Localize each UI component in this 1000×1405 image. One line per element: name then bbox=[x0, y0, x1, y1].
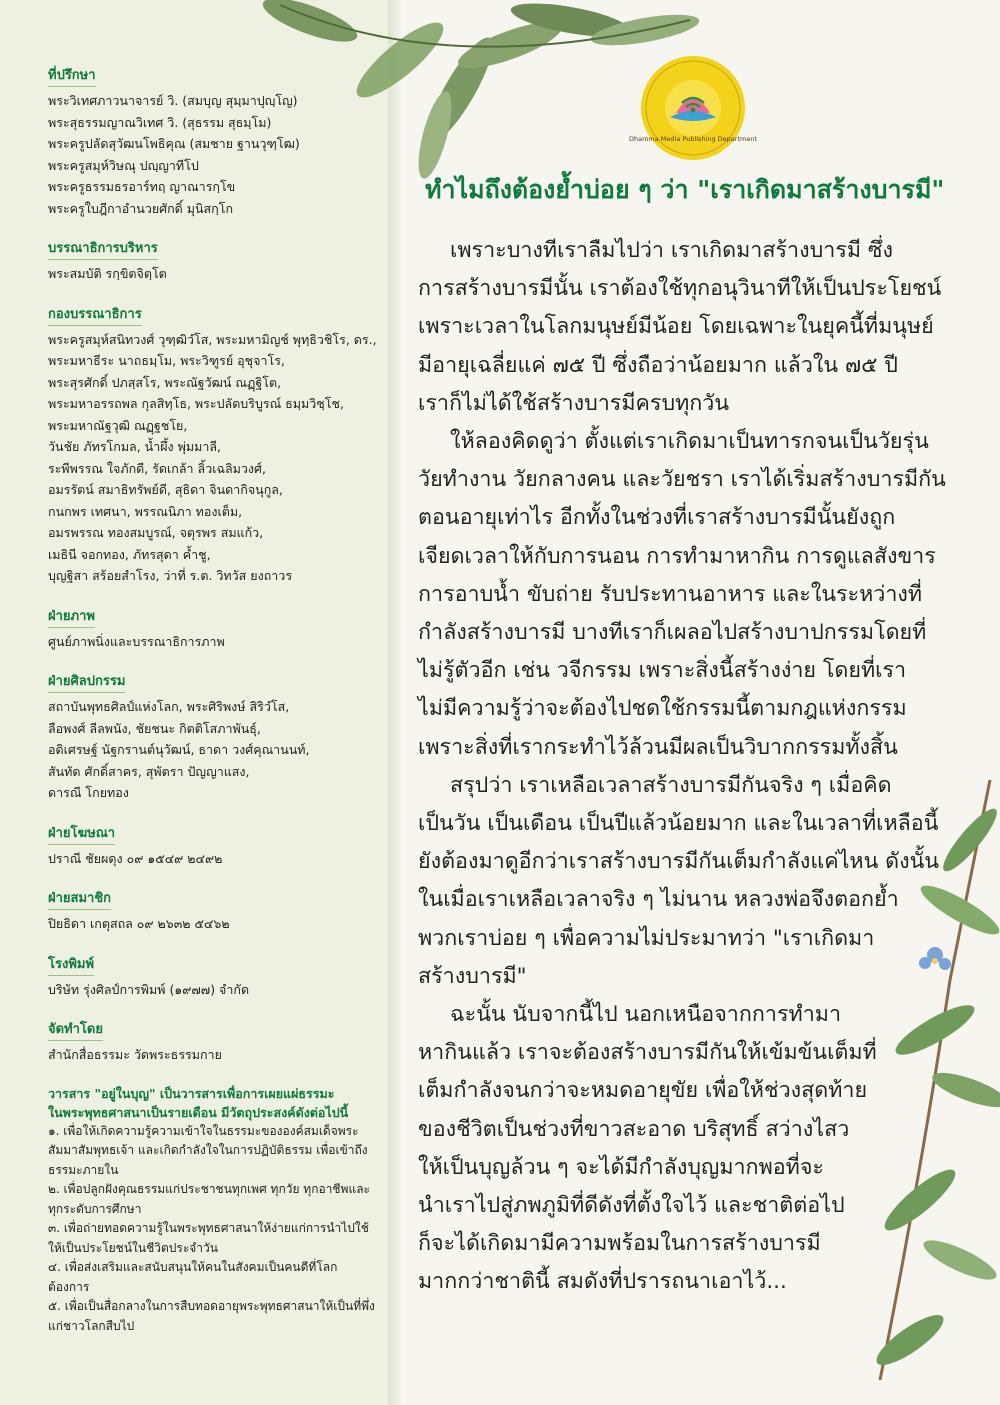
advertising-section bbox=[48, 822, 378, 870]
article-line: นำเราไปสู่ภพภูมิที่ดีดังที่ตั้งใจไว้ และชาติต่อไป bbox=[418, 1193, 845, 1219]
producer-line: สำนักสื่อธรรมะ วัดพระธรรมกาย bbox=[48, 1047, 222, 1062]
advertising-line: ปราณี ชัยผดุง ๐๙ ๑๕๔๙ ๒๔๙๒ bbox=[48, 850, 223, 866]
article-line: การอาบน้ำ ขับถ่าย รับประทานอาหาร และในระหว่างที่ bbox=[418, 581, 923, 607]
article-line: ไม่รู้ตัวอีก เช่น วจีกรรม เพราะสิ่งนี้สร้างง่าย โดยที่เรา bbox=[418, 658, 907, 684]
purpose-item: ๕. เพื่อเป็นสื่อกลางในการสืบทอดอายุพระพุทธศาสนาให้เป็นที่พึ่งแก่ชาวโลกสืบไป bbox=[48, 1299, 375, 1333]
article-line: สร้างบารมี" bbox=[418, 963, 527, 989]
sidebar-divider bbox=[388, 0, 402, 1405]
purpose-item: ๔. เพื่อส่งเสริมและสนับสนุนให้คนในสังคมเป็นคนดีที่โลกต้องการ bbox=[48, 1260, 338, 1294]
article-line: ตอนอายุเท่าไร อีกทั้งในช่วงที่เราสร้างบารมีนั้นยังถูก bbox=[418, 505, 896, 531]
purpose-item: ๓. เพื่อถ่ายทอดความรู้ในพระพุทธศาสนาให้ง่ายแก่การนำไปใช้ให้เป็นประโยชน์ในชีวิตประจำวัน bbox=[48, 1221, 369, 1255]
article-line: ไม่มีความรู้ว่าจะต้องไปชดใช้กรรมนี้ตามกฎแห่งกรรม bbox=[418, 696, 907, 722]
article-line: ยังต้องมาดูอีกว่าเราสร้างบารมีกันเต็มกำลังแค่ไหน ดังนั้น bbox=[418, 849, 939, 875]
editorial-line: พระมหาอรรถพล กุลสิทฺโธ, พระปลัดบริบูรณ์ ธมฺมวิชฺโช, bbox=[48, 396, 344, 411]
purpose-item: ๒. เพื่อปลูกฝังคุณธรรมแก่ประชาชนทุกเพศ ทุกวัย ทุกอาชีพและทุกระดับการศึกษา bbox=[48, 1182, 370, 1216]
art-line: สถาบันพุทธศิลป์แห่งโลก, พระศิริพงษ์ สิริวํโส, bbox=[48, 699, 290, 714]
managing-editor-line: พระสมบัติ รกฺขิตจิตฺโต bbox=[48, 266, 167, 281]
article-body bbox=[418, 232, 946, 1302]
photo-title: ฝ่ายภาพ bbox=[48, 607, 95, 628]
article-line: เพราะบางทีเราลืมไปว่า เราเกิดมาสร้างบารมี ซึ่ง bbox=[450, 238, 893, 263]
purpose-section bbox=[48, 1084, 378, 1337]
article-line: ให้ลองคิดดูว่า ตั้งแต่เราเกิดมาเป็นทารกจนเป็นวัยรุ่น bbox=[450, 429, 929, 455]
logo-text: Dhamma Media Publishing Department bbox=[628, 135, 758, 143]
article-line: วัยทำงาน วัยกลางคน และวัยชรา เราได้เริ่มสร้างบารมีกัน bbox=[418, 467, 946, 493]
art-line: อดิเศรษฐ์ นัฐกรานต์นุวัฒน์, ธาดา วงศ์คุณานนท์, bbox=[48, 742, 310, 757]
advisors-title: ที่ปรึกษา bbox=[48, 66, 96, 87]
producer-section bbox=[48, 1018, 378, 1066]
editorial-line: พระมหาธีระ นาถธมฺโม, พระวิฑูรย์ อุชุจาโร, bbox=[48, 353, 285, 368]
photo-section bbox=[48, 605, 378, 653]
article-line: เต็มกำลังจนกว่าจะหมดอายุขัย เพื่อให้ช่วงสุดท้าย bbox=[418, 1078, 868, 1104]
article-line: เพราะเวลาในโลกมนุษย์มีน้อย โดยเฉพาะในยุคนี้ที่มนุษย์ bbox=[418, 314, 934, 340]
article-line: ก็จะได้เกิดมามีความพร้อมในการสร้างบารมี bbox=[418, 1231, 821, 1257]
article-line: ในเมื่อเราเหลือเวลาจริง ๆ ไม่นาน หลวงพ่อจึงตอกย้ำ bbox=[418, 887, 899, 913]
editorial-line: บุญฐิสา สร้อยสำโรง, ว่าที่ ร.ต. วิทวัส ยงถาวร bbox=[48, 568, 293, 583]
editorial-line: อมรพรรณ ทองสมบูรณ์, จตุรพร สมแก้ว, bbox=[48, 525, 264, 540]
membership-title: ฝ่ายสมาชิก bbox=[48, 889, 111, 910]
editorial-line: พระมหาณัฐวุฒิ ณฏฺฐชโย, bbox=[48, 417, 188, 433]
editorial-line: วันชัย ภัทรโกมล, น้ำผึ้ง พุ่มมาลี, bbox=[48, 439, 222, 454]
purpose-title-line: ในพระพุทธศาสนาเป็นรายเดือน มีวัตถุประสงค์ดังต่อไปนี้ bbox=[48, 1104, 349, 1120]
article-line: มีอายุเฉลี่ยแค่ ๗๕ ปี ซึ่งถือว่าน้อยมาก แล้วใน ๗๕ ปี bbox=[418, 352, 898, 378]
editorial-line: กนกพร เทศนา, พรรณนิภา ทองเต็ม, bbox=[48, 503, 243, 519]
article-line: เจียดเวลาให้กับการนอน การทำมาหากิน การดูแลสังขาร bbox=[418, 543, 936, 569]
article-line: มากกว่าชาตินี้ สมดังที่ปรารถนาเอาไว้... bbox=[418, 1269, 787, 1295]
purpose-item: ๑. เพื่อให้เกิดความรู้ความเข้าใจในธรรมะขององค์สมเด็จพระสัมมาสัมพุทธเจ้า และเกิดกำลังใจในการปฏิบัติธรรม เพื่อเข้าถึงธรรมะภายใน bbox=[48, 1123, 368, 1177]
credits-list bbox=[48, 64, 378, 1354]
article-line: ให้เป็นบุญล้วน ๆ จะได้มีกำลังบุญมากพอที่จะ bbox=[418, 1154, 824, 1180]
advisor-line: พระครูใบฎีกาอำนวยศักดิ์ มุนิสกฺโก bbox=[48, 200, 234, 216]
printer-line: บริษัท รุ่งศิลป์การพิมพ์ (๑๙๗๗) จำกัด bbox=[48, 981, 250, 997]
advertising-title: ฝ่ายโฆษณา bbox=[48, 824, 115, 845]
article-line: เพราะสิ่งที่เรากระทำไว้ล้วนมีผลเป็นวิบากกรรมทั้งสิ้น bbox=[418, 734, 898, 760]
advisor-line: พระครูปลัดสุวัฒนโพธิคุณ (สมชาย ฐานวุฑฺโฒ) bbox=[48, 136, 300, 151]
printer-section bbox=[48, 953, 378, 1001]
article-line: สรุปว่า เราเหลือเวลาสร้างบารมีกันจริง ๆ เมื่อคิด bbox=[450, 772, 892, 798]
article-line: เป็นวัน เป็นเดือน เป็นปีแล้วน้อยมาก และในเวลาที่เหลือนี้ bbox=[418, 811, 939, 837]
photo-line: ศูนย์ภาพนิ่งและบรรณาธิการภาพ bbox=[48, 633, 225, 649]
editorial-section bbox=[48, 303, 378, 587]
dhamma-media-logo bbox=[628, 55, 758, 161]
art-line: ลือพงศ์ ลีลพนัง, ชัยชนะ กิตติโสภาพันธุ์, bbox=[48, 720, 261, 736]
art-section bbox=[48, 670, 378, 804]
article-line: เราก็ไม่ได้ใช้สร้างบารมีครบทุกวัน bbox=[418, 390, 730, 416]
article-line: กำลังสร้างบารมี บางทีเราก็เผลอไปสร้างบาปกรรมโดยที่ bbox=[418, 620, 927, 646]
advisor-line: พระวิเทศภาวนาจารย์ วิ. (สมบุญ สุมฺมาปุญฺโญ) bbox=[48, 93, 298, 108]
article-title: ทำไมถึงต้องย้ำบ่อย ๆ ว่า "เราเกิดมาสร้างบารมี" bbox=[425, 175, 945, 204]
editorial-line: อมรรัตน์ สมาธิทรัพย์ดี, สุธิดา จินดากิจนุกูล, bbox=[48, 482, 283, 497]
art-line: สันทัด ศักดิ์สาคร, สุพัตรา ปัญญาแสง, bbox=[48, 763, 250, 779]
editorial-line: เมธินี จอกทอง, ภัทรสุดา ค้ำชู, bbox=[48, 546, 211, 562]
producer-title: จัดทำโดย bbox=[48, 1020, 103, 1041]
editorial-title: กองบรรณาธิการ bbox=[48, 305, 142, 326]
membership-line: ปิยธิดา เกตุสถล ๐๙ ๒๖๓๒ ๕๔๖๒ bbox=[48, 916, 230, 931]
article-line: หากินแล้ว เราจะต้องสร้างบารมีกันให้เข้มข้นเต็มที่ bbox=[418, 1040, 877, 1066]
article-line: ของชีวิตเป็นช่วงที่ขาวสะอาด บริสุทธิ์ สว่างไสว bbox=[418, 1116, 850, 1142]
article-line: ฉะนั้น นับจากนี้ไป นอกเหนือจากการทำมา bbox=[450, 1002, 842, 1028]
editorial-line: พระสุรศักดิ์ ปภสฺสโร, พระณัฐวัฒน์ ณฏฺฐิโต, bbox=[48, 374, 282, 390]
advisor-line: พระครูสมุห์วิษณุ ปญฺญาทีโป bbox=[48, 157, 199, 173]
advisors-section bbox=[48, 64, 378, 219]
managing-editor-section bbox=[48, 237, 378, 285]
art-line: ดารณี โกยทอง bbox=[48, 785, 129, 800]
advisor-line: พระสุธรรมญาณวิเทศ วิ. (สุธรรม สุธมฺโม) bbox=[48, 114, 272, 130]
membership-section bbox=[48, 887, 378, 935]
article-line: พวกเราบ่อย ๆ เพื่อความไม่ประมาทว่า "เราเกิดมา bbox=[418, 925, 875, 951]
advisor-line: พระครูธรรมธรอาร์ทฤ ญาณารกฺโข bbox=[48, 179, 236, 194]
printer-title: โรงพิมพ์ bbox=[48, 955, 94, 976]
managing-editor-title: บรรณาธิการบริหาร bbox=[48, 239, 158, 260]
art-title: ฝ่ายศิลปกรรม bbox=[48, 672, 125, 693]
editorial-line: พระครูสมุห์สนิทวงศ์ วุฑฺฒิวํโส, พระมหามิญช์ พุทฺธิวชิโร, ดร., bbox=[48, 331, 377, 347]
editorial-line: ระพีพรรณ ใจภักดี, รัดเกล้า ลิ้วเฉลิมวงศ์, bbox=[48, 460, 266, 476]
article-line: การสร้างบารมีนั้น เราต้องใช้ทุกอนุวินาทีให้เป็นประโยชน์ bbox=[418, 276, 942, 302]
purpose-title-line: วารสาร "อยู่ในบุญ" เป็นวารสารเพื่อการเผยแผ่ธรรมะ bbox=[48, 1085, 335, 1101]
